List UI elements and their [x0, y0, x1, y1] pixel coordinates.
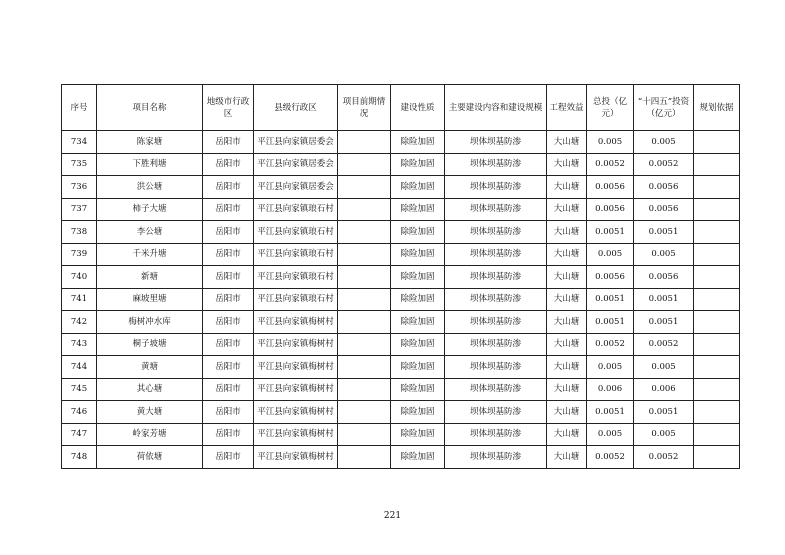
cell-total: 0.0052 [587, 333, 634, 356]
cell-city: 岳阳市 [203, 288, 254, 311]
cell-content: 坝体坝基防渗 [445, 378, 547, 401]
cell-fyp: 0.005 [634, 356, 694, 379]
cell-benefit: 大山塘 [547, 446, 587, 469]
cell-city: 岳阳市 [203, 221, 254, 244]
cell-name: 黄大塘 [97, 401, 203, 424]
cell-nature: 除险加固 [391, 266, 445, 289]
cell-city: 岳阳市 [203, 423, 254, 446]
header-no: 序号 [62, 85, 97, 131]
cell-no: 737 [62, 198, 97, 221]
cell-no: 738 [62, 221, 97, 244]
header-content: 主要建设内容和建设规模 [445, 85, 547, 131]
cell-total: 0.0056 [587, 176, 634, 199]
header-pre: 项目前期情况 [338, 85, 391, 131]
cell-fyp: 0.0052 [634, 446, 694, 469]
cell-nature: 除险加固 [391, 153, 445, 176]
cell-total: 0.0056 [587, 266, 634, 289]
cell-basis [694, 356, 740, 379]
cell-content: 坝体坝基防渗 [445, 176, 547, 199]
cell-content: 坝体坝基防渗 [445, 446, 547, 469]
cell-basis [694, 243, 740, 266]
cell-benefit: 大山塘 [547, 266, 587, 289]
cell-no: 747 [62, 423, 97, 446]
cell-no: 748 [62, 446, 97, 469]
cell-content: 坝体坝基防渗 [445, 288, 547, 311]
cell-city: 岳阳市 [203, 131, 254, 154]
cell-name: 陈家塘 [97, 131, 203, 154]
cell-name: 新塘 [97, 266, 203, 289]
cell-pre [338, 423, 391, 446]
table-row [62, 153, 740, 176]
cell-benefit: 大山塘 [547, 378, 587, 401]
cell-no: 741 [62, 288, 97, 311]
table-row [62, 176, 740, 199]
cell-pre [338, 446, 391, 469]
cell-name: 柿子大塘 [97, 198, 203, 221]
cell-county: 平江县向家镇梅树村 [254, 356, 338, 379]
cell-fyp: 0.0056 [634, 176, 694, 199]
cell-city: 岳阳市 [203, 333, 254, 356]
cell-name: 其心塘 [97, 378, 203, 401]
cell-no: 745 [62, 378, 97, 401]
cell-total: 0.0051 [587, 401, 634, 424]
page-number: 221 [383, 511, 402, 521]
cell-pre [338, 401, 391, 424]
cell-county: 平江县向家镇梅树村 [254, 311, 338, 334]
cell-no: 746 [62, 401, 97, 424]
table-row [62, 266, 740, 289]
cell-county: 平江县向家镇梅树村 [254, 333, 338, 356]
cell-basis [694, 198, 740, 221]
table-row [62, 221, 740, 244]
cell-content: 坝体坝基防渗 [445, 356, 547, 379]
cell-nature: 除险加固 [391, 333, 445, 356]
cell-name: 洪公塘 [97, 176, 203, 199]
cell-content: 坝体坝基防渗 [445, 311, 547, 334]
table-row [62, 243, 740, 266]
cell-benefit: 大山塘 [547, 221, 587, 244]
cell-benefit: 大山塘 [547, 288, 587, 311]
cell-basis [694, 333, 740, 356]
table-row [62, 198, 740, 221]
cell-fyp: 0.005 [634, 131, 694, 154]
cell-name: 千米升塘 [97, 243, 203, 266]
cell-nature: 除险加固 [391, 176, 445, 199]
cell-content: 坝体坝基防渗 [445, 333, 547, 356]
cell-name: 李公塘 [97, 221, 203, 244]
cell-pre [338, 266, 391, 289]
cell-county: 平江县向家镇梅树村 [254, 378, 338, 401]
cell-city: 岳阳市 [203, 311, 254, 334]
cell-county: 平江县向家镇琅石村 [254, 288, 338, 311]
project-table [61, 84, 740, 469]
cell-benefit: 大山塘 [547, 131, 587, 154]
cell-basis [694, 153, 740, 176]
cell-no: 739 [62, 243, 97, 266]
table-row [62, 333, 740, 356]
header-fyp: “十四五”投资（亿元） [634, 85, 694, 131]
cell-fyp: 0.0051 [634, 401, 694, 424]
table-row [62, 131, 740, 154]
cell-city: 岳阳市 [203, 243, 254, 266]
cell-basis [694, 176, 740, 199]
cell-no: 743 [62, 333, 97, 356]
cell-basis [694, 446, 740, 469]
cell-city: 岳阳市 [203, 446, 254, 469]
cell-basis [694, 221, 740, 244]
cell-nature: 除险加固 [391, 221, 445, 244]
cell-total: 0.005 [587, 243, 634, 266]
cell-no: 734 [62, 131, 97, 154]
cell-total: 0.005 [587, 131, 634, 154]
cell-benefit: 大山塘 [547, 198, 587, 221]
cell-benefit: 大山塘 [547, 176, 587, 199]
cell-benefit: 大山塘 [547, 356, 587, 379]
cell-city: 岳阳市 [203, 198, 254, 221]
cell-name: 黄塘 [97, 356, 203, 379]
cell-pre [338, 378, 391, 401]
cell-name: 桐子坡塘 [97, 333, 203, 356]
cell-nature: 除险加固 [391, 131, 445, 154]
cell-nature: 除险加固 [391, 401, 445, 424]
cell-content: 坝体坝基防渗 [445, 401, 547, 424]
cell-no: 742 [62, 311, 97, 334]
cell-county: 平江县向家镇梅树村 [254, 423, 338, 446]
cell-total: 0.005 [587, 423, 634, 446]
cell-nature: 除险加固 [391, 288, 445, 311]
cell-benefit: 大山塘 [547, 311, 587, 334]
cell-nature: 除险加固 [391, 446, 445, 469]
cell-no: 740 [62, 266, 97, 289]
cell-name: 下胜利塘 [97, 153, 203, 176]
header-city: 地级市行政区 [203, 85, 254, 131]
table-row [62, 356, 740, 379]
cell-fyp: 0.0056 [634, 198, 694, 221]
cell-no: 744 [62, 356, 97, 379]
cell-county: 平江县向家镇居委会 [254, 131, 338, 154]
cell-benefit: 大山塘 [547, 401, 587, 424]
cell-city: 岳阳市 [203, 176, 254, 199]
cell-basis [694, 378, 740, 401]
cell-basis [694, 401, 740, 424]
cell-city: 岳阳市 [203, 266, 254, 289]
header-basis: 规划依据 [694, 85, 740, 131]
cell-pre [338, 311, 391, 334]
table-row [62, 288, 740, 311]
cell-pre [338, 176, 391, 199]
cell-no: 736 [62, 176, 97, 199]
cell-pre [338, 333, 391, 356]
cell-nature: 除险加固 [391, 378, 445, 401]
cell-total: 0.0052 [587, 446, 634, 469]
cell-content: 坝体坝基防渗 [445, 131, 547, 154]
cell-basis [694, 266, 740, 289]
cell-benefit: 大山塘 [547, 153, 587, 176]
cell-pre [338, 153, 391, 176]
header-row [62, 85, 740, 131]
cell-city: 岳阳市 [203, 401, 254, 424]
cell-total: 0.0051 [587, 221, 634, 244]
cell-name: 荷依塘 [97, 446, 203, 469]
cell-benefit: 大山塘 [547, 243, 587, 266]
cell-fyp: 0.005 [634, 243, 694, 266]
cell-total: 0.0051 [587, 311, 634, 334]
cell-benefit: 大山塘 [547, 423, 587, 446]
cell-county: 平江县向家镇琅石村 [254, 198, 338, 221]
header-county: 县级行政区 [254, 85, 338, 131]
cell-county: 平江县向家镇琅石村 [254, 266, 338, 289]
cell-total: 0.006 [587, 378, 634, 401]
cell-pre [338, 243, 391, 266]
cell-county: 平江县向家镇居委会 [254, 153, 338, 176]
cell-basis [694, 288, 740, 311]
header-nature: 建设性质 [391, 85, 445, 131]
cell-content: 坝体坝基防渗 [445, 221, 547, 244]
header-benefit: 工程效益 [547, 85, 587, 131]
cell-content: 坝体坝基防渗 [445, 423, 547, 446]
table-row [62, 311, 740, 334]
cell-pre [338, 288, 391, 311]
cell-pre [338, 221, 391, 244]
cell-fyp: 0.0051 [634, 221, 694, 244]
cell-nature: 除险加固 [391, 311, 445, 334]
cell-content: 坝体坝基防渗 [445, 243, 547, 266]
cell-total: 0.0051 [587, 288, 634, 311]
cell-name: 梅树冲水库 [97, 311, 203, 334]
cell-county: 平江县向家镇梅树村 [254, 401, 338, 424]
cell-total: 0.0056 [587, 198, 634, 221]
table-row [62, 423, 740, 446]
cell-city: 岳阳市 [203, 356, 254, 379]
cell-name: 麻坡里塘 [97, 288, 203, 311]
cell-county: 平江县向家镇梅树村 [254, 446, 338, 469]
cell-fyp: 0.0052 [634, 333, 694, 356]
cell-benefit: 大山塘 [547, 333, 587, 356]
cell-name: 岭家芳塘 [97, 423, 203, 446]
cell-nature: 除险加固 [391, 423, 445, 446]
cell-nature: 除险加固 [391, 356, 445, 379]
cell-content: 坝体坝基防渗 [445, 153, 547, 176]
cell-no: 735 [62, 153, 97, 176]
cell-county: 平江县向家镇琅石村 [254, 221, 338, 244]
cell-fyp: 0.0051 [634, 311, 694, 334]
cell-city: 岳阳市 [203, 378, 254, 401]
cell-county: 平江县向家镇琅石村 [254, 243, 338, 266]
cell-fyp: 0.0056 [634, 266, 694, 289]
table-row [62, 378, 740, 401]
cell-nature: 除险加固 [391, 243, 445, 266]
cell-total: 0.005 [587, 356, 634, 379]
cell-content: 坝体坝基防渗 [445, 198, 547, 221]
header-total: 总投（亿元） [587, 85, 634, 131]
cell-fyp: 0.005 [634, 423, 694, 446]
cell-fyp: 0.0051 [634, 288, 694, 311]
cell-nature: 除险加固 [391, 198, 445, 221]
cell-content: 坝体坝基防渗 [445, 266, 547, 289]
cell-total: 0.0052 [587, 153, 634, 176]
cell-pre [338, 198, 391, 221]
table-row [62, 401, 740, 424]
cell-fyp: 0.0052 [634, 153, 694, 176]
cell-county: 平江县向家镇居委会 [254, 176, 338, 199]
cell-basis [694, 423, 740, 446]
cell-pre [338, 131, 391, 154]
cell-city: 岳阳市 [203, 153, 254, 176]
cell-basis [694, 131, 740, 154]
cell-fyp: 0.006 [634, 378, 694, 401]
cell-pre [338, 356, 391, 379]
table-row [62, 446, 740, 469]
header-name: 项目名称 [97, 85, 203, 131]
cell-basis [694, 311, 740, 334]
